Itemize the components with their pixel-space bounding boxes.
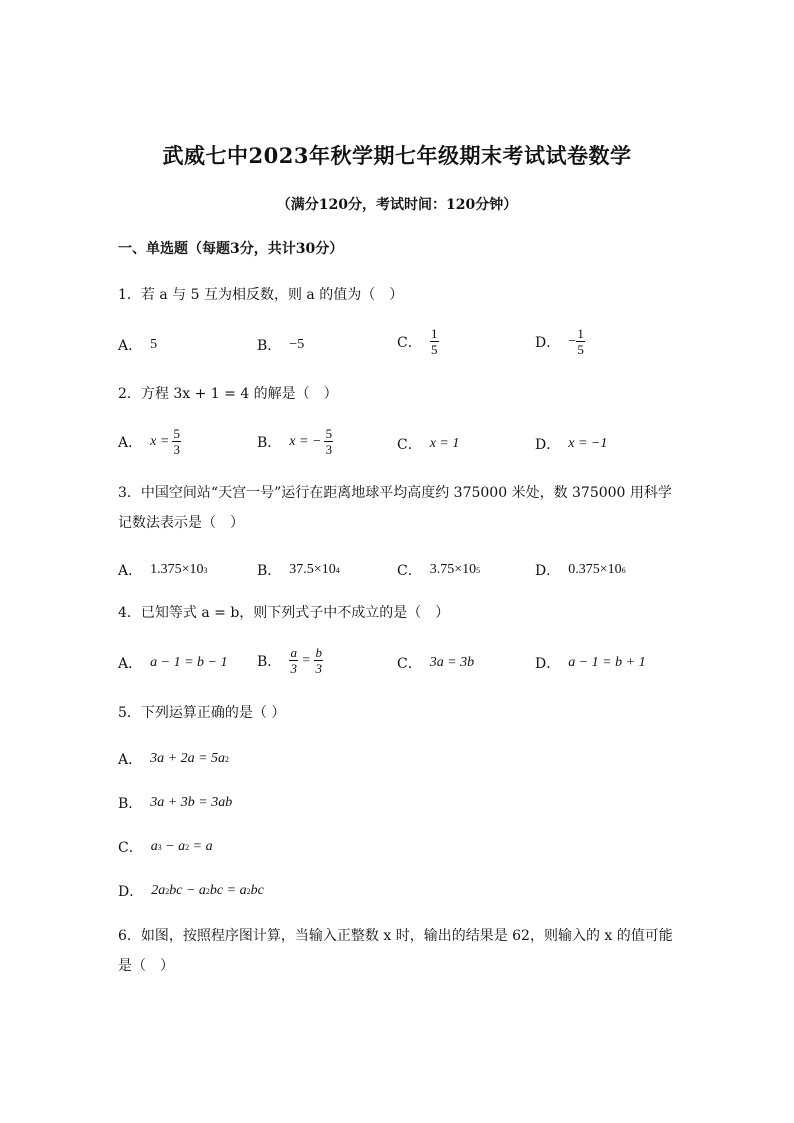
option-value: −5 — [289, 337, 305, 352]
denominator: 3 — [325, 442, 333, 457]
numerator: b — [315, 645, 322, 660]
q1-option-b[interactable] — [257, 335, 304, 355]
q1-option-d[interactable] — [535, 326, 585, 357]
q3-option-b[interactable] — [257, 560, 340, 580]
fraction — [289, 645, 298, 676]
option-letter: A． — [118, 338, 143, 354]
term: = a — [189, 839, 213, 854]
option-letter: D． — [118, 884, 144, 900]
option-letter: C． — [397, 437, 422, 453]
q4-option-b[interactable] — [257, 645, 323, 676]
option-letter: C． — [397, 656, 422, 672]
exponent: 3 — [157, 842, 162, 852]
q5-option-a[interactable] — [118, 749, 229, 769]
q4-option-c[interactable] — [397, 653, 474, 673]
option-value: x = −1 — [568, 436, 608, 451]
question-1: 1．若 a 与 5 互为相反数，则 a 的值为（ ） — [118, 287, 404, 303]
exam-info: （满分120分，考试时间：120分钟） — [276, 197, 518, 213]
equals-sign: = — [302, 652, 311, 668]
q2-option-d[interactable] — [535, 434, 607, 454]
option-letter: B． — [257, 434, 282, 451]
question-2: 2．方程 3x + 1 = 4 的解是（ ） — [118, 386, 338, 402]
option-value: 3a + 2a = 5a — [150, 751, 226, 766]
question-5: 5．下列运算正确的是（ ） — [118, 705, 286, 721]
section-heading: 一、单选题（每题3分，共计30分） — [118, 241, 344, 257]
minus-sign: − — [568, 333, 577, 349]
exponent: 4 — [335, 565, 340, 575]
option-prefix: x = — [150, 433, 170, 449]
option-letter: A． — [118, 656, 143, 672]
fraction — [172, 426, 181, 457]
exponent: 2 — [185, 842, 190, 852]
q5-option-b[interactable] — [118, 793, 232, 813]
option-value: 5 — [150, 337, 158, 352]
exponent: 6 — [621, 565, 626, 575]
term: bc − a — [169, 883, 206, 898]
term: bc — [250, 883, 264, 898]
option-prefix: x = − — [289, 433, 322, 449]
q3-option-d[interactable] — [535, 560, 626, 580]
fraction — [430, 326, 439, 357]
option-letter: C． — [397, 334, 422, 351]
option-letter: C． — [397, 563, 422, 579]
term: 2a — [151, 883, 166, 898]
numerator: 5 — [325, 426, 333, 441]
option-letter: A． — [118, 434, 143, 451]
term: − a — [161, 839, 186, 854]
option-value: 3a = 3b — [429, 655, 475, 670]
option-value: a − 1 = b + 1 — [568, 655, 646, 670]
q3-option-a[interactable] — [118, 560, 208, 580]
option-base: 37.5×10 — [289, 562, 336, 577]
option-base: 0.375×10 — [568, 562, 622, 577]
numerator: 5 — [173, 426, 181, 441]
option-letter: C． — [118, 840, 143, 856]
question-4: 4．已知等式 a = b，则下列式子中不成立的是（ ） — [118, 605, 450, 621]
question-6: 6．如图，按照程序图计算，当输入正整数 x 时，输出的结果是 62，则输入的 x 的值可能是（ ） — [118, 928, 673, 974]
option-value: 3a + 3b = 3ab — [150, 795, 233, 810]
denominator: 3 — [173, 442, 181, 457]
option-letter: D． — [535, 334, 561, 351]
option-letter: D． — [535, 656, 561, 672]
option-letter: B． — [257, 338, 282, 354]
option-letter: B． — [118, 796, 143, 812]
q4-option-d[interactable] — [535, 653, 646, 673]
exponent: 2 — [225, 754, 230, 764]
q2-option-c[interactable] — [397, 434, 459, 454]
numerator: 1 — [577, 326, 584, 341]
q1-option-a[interactable] — [118, 335, 157, 355]
denominator: 5 — [430, 342, 438, 357]
exponent: 2 — [165, 886, 170, 896]
option-base: 3.75×10 — [429, 562, 477, 577]
option-value: a − 1 = b − 1 — [150, 655, 228, 670]
q4-option-a[interactable] — [118, 653, 227, 673]
option-letter: B． — [257, 653, 282, 670]
numerator: 1 — [430, 326, 438, 341]
option-value: x = 1 — [429, 436, 460, 451]
term: a — [150, 839, 158, 854]
exponent: 5 — [476, 565, 481, 575]
option-base: 1.375×10 — [150, 562, 204, 577]
denominator: 3 — [315, 661, 322, 676]
q2-option-b[interactable] — [257, 426, 333, 457]
fraction — [324, 426, 333, 457]
fraction — [576, 326, 585, 357]
option-letter: A． — [118, 752, 143, 768]
fraction — [314, 645, 323, 676]
term: bc = a — [209, 883, 247, 898]
denominator: 3 — [290, 661, 298, 676]
option-letter: D． — [535, 437, 561, 453]
exponent: 2 — [205, 886, 210, 896]
q2-option-a[interactable] — [118, 426, 181, 457]
q5-option-d[interactable] — [118, 881, 264, 901]
denominator: 5 — [577, 342, 584, 357]
question-3: 3．中国空间站“天宫一号”运行在距离地球平均高度约 375000 米处，数 375000 用科学记数法表示是（ ） — [118, 485, 672, 531]
option-letter: B． — [257, 563, 282, 579]
numerator: a — [290, 645, 298, 660]
option-letter: D． — [535, 563, 561, 579]
q5-option-c[interactable] — [118, 837, 213, 857]
page-title: 武威七中2023年秋学期七年级期末考试试卷数学 — [162, 143, 632, 168]
q3-option-c[interactable] — [397, 560, 480, 580]
exponent: 3 — [203, 565, 208, 575]
option-letter: A． — [118, 563, 143, 579]
exponent: 2 — [246, 886, 251, 896]
q1-option-c[interactable] — [397, 326, 439, 357]
